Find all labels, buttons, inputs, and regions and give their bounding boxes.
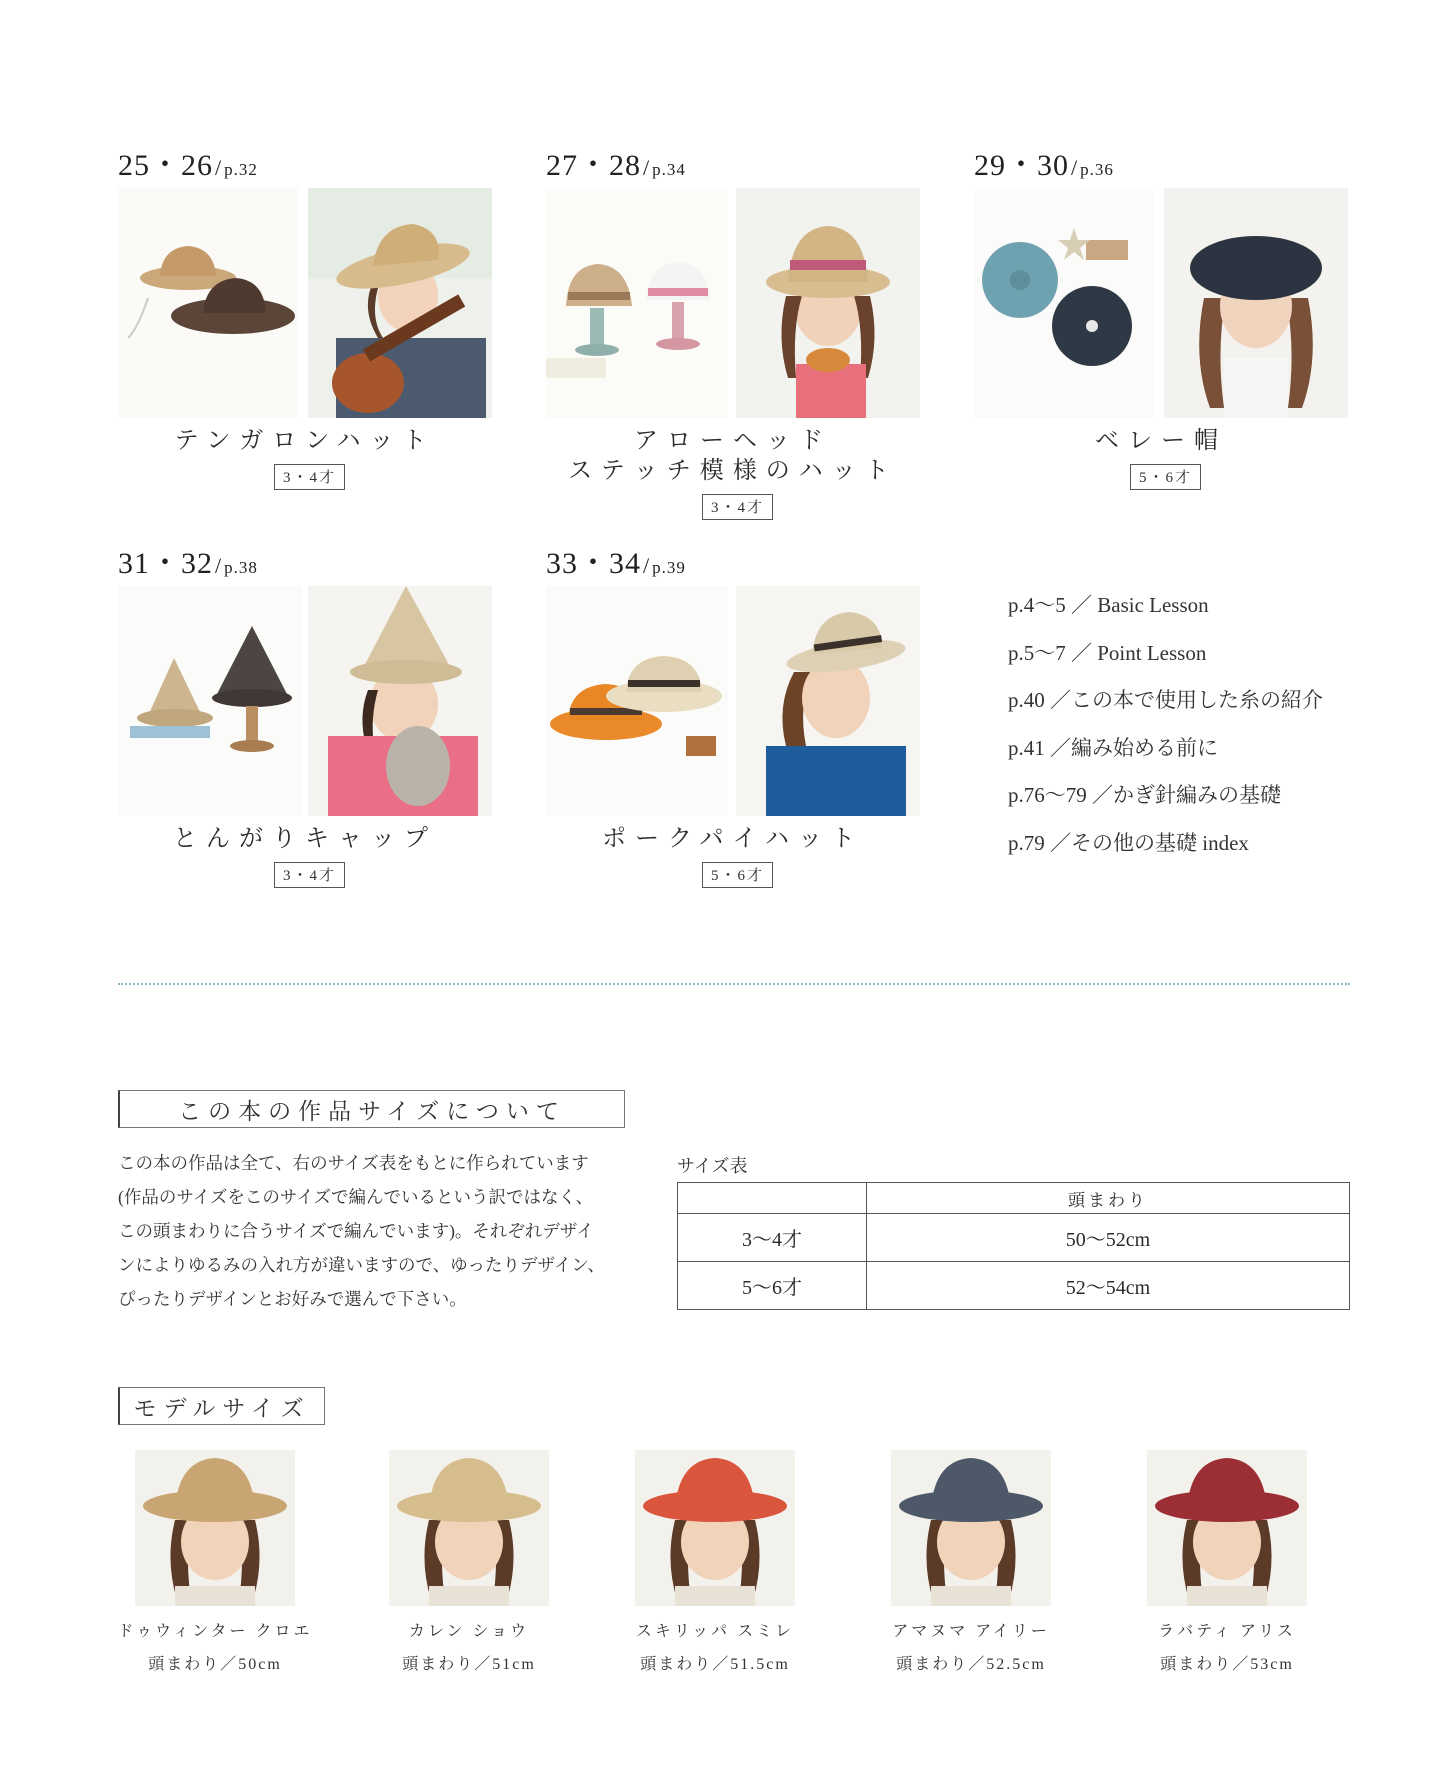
entry-title (118, 426, 492, 456)
body-line: (作品のサイズをこのサイズで編んでいるという訳ではなく、 (118, 1187, 594, 1207)
entry-page-ref: p.39 (652, 558, 686, 577)
slash-separator: / (1071, 155, 1079, 180)
table-row (678, 1262, 1350, 1310)
model-photo (635, 1450, 795, 1606)
table-cell-age: 3～4才 (678, 1214, 867, 1262)
entry-title (546, 426, 920, 486)
body-line: ぴったりデザインとお好みで選んで下さい。 (118, 1289, 467, 1309)
table-cell-head: 50～52cm (867, 1214, 1350, 1262)
index-item: p.40 ／この本で使用した糸の紹介 (1008, 688, 1323, 712)
table-header-cell: 頭まわり (867, 1183, 1350, 1214)
entry-page-ref: p.32 (224, 160, 258, 179)
product-photo-model (736, 586, 920, 816)
product-photo-hats (974, 188, 1154, 418)
entry-number (546, 140, 686, 184)
table-cell-age: 5～6才 (678, 1262, 867, 1310)
entry-title-line: とんがりキャップ (173, 826, 437, 852)
product-photo-model (308, 188, 492, 418)
entry-number-value: 31・32 (118, 547, 213, 580)
entry-title-line: テンガロンハット (174, 428, 436, 454)
table-row (678, 1214, 1350, 1262)
table-header-cell (678, 1183, 867, 1214)
model-card (1112, 1450, 1342, 1674)
entry-number (974, 140, 1114, 184)
model-head-size: 頭まわり／51.5cm (640, 1656, 790, 1673)
size-section-body (118, 1146, 638, 1316)
entry-number-value: 29・30 (974, 149, 1069, 182)
entry-title-line: ベレー帽 (1095, 428, 1227, 454)
model-name: カレン ショウ (408, 1623, 530, 1640)
size-table-label: サイズ表 (677, 1156, 748, 1176)
body-line: この本の作品は全て、右のサイズ表をもとに作られています (118, 1153, 589, 1173)
index-item: p.79 ／その他の基礎 index (1008, 830, 1249, 855)
model-head-size: 頭まわり／51cm (402, 1656, 536, 1673)
slash-separator: / (215, 155, 223, 180)
entry-number-value: 33・34 (546, 547, 641, 580)
age-badge: 5・6才 (1130, 464, 1201, 490)
slash-separator: / (643, 553, 651, 578)
page-index-list (1008, 582, 1388, 867)
entry-title-line: ステッチ模様のハット (568, 458, 898, 484)
body-line: ンによりゆるみの入れ方が違いますので、ゆったりデザイン、 (118, 1255, 605, 1275)
entry-page-ref: p.38 (224, 558, 258, 577)
size-section-heading: この本の作品サイズについて (118, 1090, 625, 1128)
slash-separator: / (643, 155, 651, 180)
model-photo (891, 1450, 1051, 1606)
model-card (600, 1450, 830, 1674)
model-photo (1147, 1450, 1307, 1606)
model-section-heading: モデルサイズ (118, 1387, 325, 1425)
slash-separator: / (215, 553, 223, 578)
entry-title (974, 426, 1348, 456)
product-photo-hats (546, 586, 728, 816)
index-item: p.5～7 ／ Point Lesson (1008, 640, 1207, 665)
model-card (354, 1450, 584, 1674)
index-item: p.76～79 ／かぎ針編みの基礎 (1008, 783, 1281, 807)
model-head-size: 頭まわり／50cm (148, 1656, 282, 1673)
age-badge: 3・4才 (274, 464, 345, 490)
model-name: アマヌマ アイリー (892, 1623, 1050, 1640)
product-photo-model (308, 586, 492, 816)
model-photo (135, 1450, 295, 1606)
dotted-divider (118, 983, 1350, 985)
model-name: ドゥウィンター クロエ (117, 1623, 313, 1640)
model-card (100, 1450, 330, 1674)
entry-number-value: 25・26 (118, 149, 213, 182)
product-photo-model (736, 188, 920, 418)
model-head-size: 頭まわり／52.5cm (896, 1656, 1046, 1673)
product-photo-model (1164, 188, 1348, 418)
entry-number (118, 538, 258, 582)
model-card (856, 1450, 1086, 1674)
entry-number (546, 538, 686, 582)
entry-number (118, 140, 258, 184)
entry-title (546, 824, 920, 854)
entry-title-line: アローヘッド (634, 428, 832, 454)
age-badge: 3・4才 (702, 494, 773, 520)
entry-title (118, 824, 492, 854)
index-item: p.41 ／編み始める前に (1008, 735, 1218, 760)
model-photo (389, 1450, 549, 1606)
table-header-row (678, 1183, 1350, 1214)
product-photo-hats (118, 586, 302, 816)
product-photo-hats (546, 188, 728, 418)
model-name: スキリッパ スミレ (635, 1623, 795, 1640)
model-name: ラバティ アリス (1158, 1623, 1296, 1640)
model-head-size: 頭まわり／53cm (1160, 1656, 1294, 1673)
age-badge: 3・4才 (274, 862, 345, 888)
entry-page-ref: p.34 (652, 160, 686, 179)
table-cell-head: 52～54cm (867, 1262, 1350, 1310)
entry-number-value: 27・28 (546, 149, 641, 182)
entry-title-line: ポークパイハット (601, 826, 865, 852)
index-item: p.4～5 ／ Basic Lesson (1008, 593, 1209, 617)
size-table (677, 1182, 1350, 1310)
body-line: この頭まわりに合うサイズで編んでいます)。それぞれデザイ (118, 1221, 594, 1241)
entry-page-ref: p.36 (1080, 160, 1114, 179)
age-badge: 5・6才 (702, 862, 773, 888)
product-photo-hats (118, 188, 298, 418)
